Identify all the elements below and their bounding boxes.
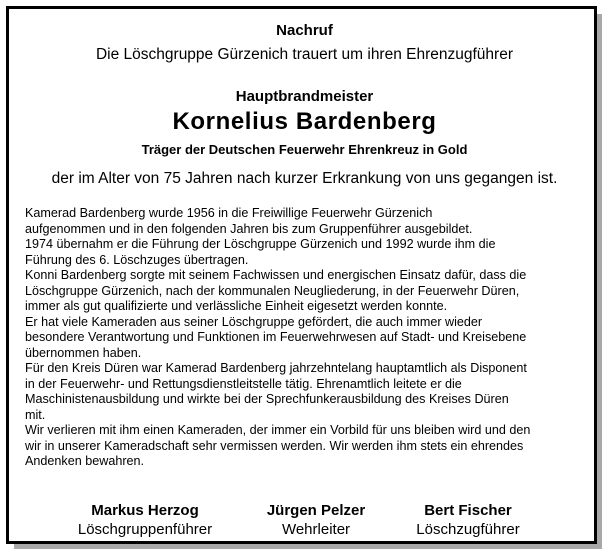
body-line: Löschgruppe Gürzenich, nach der kommunalen Neugliederung, in der Feuerwehr Düren, — [25, 283, 520, 298]
body-line: wir in unserer Kameradschaft sehr vermissen werden. Wir werden ihm stets ein ehrendes — [25, 438, 524, 453]
body-line: Für den Kreis Düren war Kamerad Bardenberg jahrzehntelang hauptamtlich als Disponent — [25, 361, 527, 375]
body-line: 1974 übernahm er die Führung der Löschgruppe Gürzenich und 1992 wurde ihm die — [25, 237, 496, 251]
body-line: immer als gut qualifizierte und verlässliche Einheit eigesetzt werden konnte. — [25, 299, 448, 313]
body-line: Wir verlieren mit ihm einen Kameraden, der immer ein Vorbild für uns bleiben wird und den — [25, 423, 531, 437]
body-line: mit. — [25, 407, 46, 422]
body-line: Führung des 6. Löschzuges übertragen. — [25, 252, 249, 267]
body-line: Er hat viele Kameraden aus seiner Löschgruppe gefördert, die auch immer wieder — [25, 314, 483, 329]
signatory-role: Löschzugführer — [416, 521, 520, 538]
body-line: Konni Bardenberg sorgte mit seinem Fachwissen und energischen Einsatz dafür, dass die — [25, 268, 527, 282]
signatory-role: Wehrleiter — [281, 521, 351, 538]
page-title: Nachruf — [276, 22, 333, 39]
body-line: aufgenommen und in den folgenden Jahren bis zum Gruppenführer ausgebildet. — [25, 221, 473, 236]
body-line: Maschinistenausbildung und wirkte bei der Sprechfunkerausbildung des Kreises Düren — [25, 392, 509, 406]
deceased-rank: Hauptbrandmeister — [235, 88, 374, 105]
signatory-role: Löschgruppenführer — [77, 521, 213, 538]
deceased-age-line: der im Alter von 75 Jahren nach kurzer Erkrankung von uns gegangen ist. — [51, 170, 558, 187]
signatory-fischer — [388, 501, 548, 539]
page-subtitle: Die Löschgruppe Gürzenich trauert um ihren Ehrenzugführer — [95, 46, 513, 63]
signatory-name: Markus Herzog — [91, 502, 199, 519]
signatory-herzog — [65, 501, 225, 539]
body-line: Kamerad Bardenberg wurde 1956 in die Freiwillige Feuerwehr Gürzenich — [25, 206, 433, 220]
body-line: besondere Verantwortung und Funktionen im Feuerwehrwesen auf Stadt- und Kreisebene — [25, 330, 527, 344]
body-line: Andenken bewahren. — [25, 454, 145, 468]
signatory-pelzer — [236, 501, 396, 539]
frame-shadow-bottom — [14, 544, 602, 549]
deceased-award: Träger der Deutschen Feuerwehr Ehrenkreuz in Gold — [141, 142, 468, 157]
signatory-name: Jürgen Pelzer — [266, 502, 366, 519]
obituary-body — [25, 206, 595, 470]
body-line: übernommen haben. — [25, 345, 142, 360]
signatory-name: Bert Fischer — [424, 502, 512, 519]
body-line: in der Feuerwehr- und Rettungsdienstleitstelle tätig. Ehrenamtlich leitete er die — [25, 376, 462, 391]
deceased-name: Kornelius Bardenberg — [172, 108, 437, 135]
